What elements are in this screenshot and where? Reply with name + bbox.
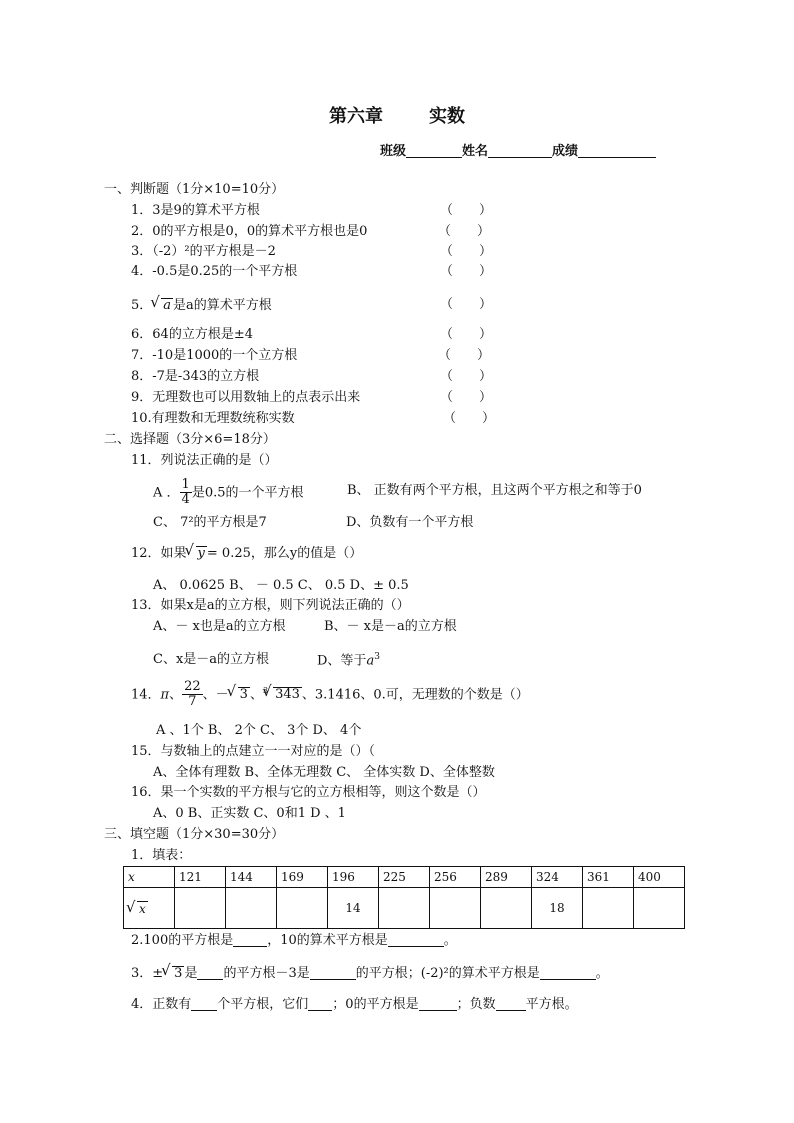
fill-q3: 3．±√ 3 是 的平方根－3是 的平方根；(-2)²的算术平方根是 。: [131, 966, 609, 980]
s1-item-6-paren[interactable]: （ ）: [440, 327, 493, 342]
page-title: [0, 108, 794, 126]
fill-q4: 4．正数有 个平方根，它们 ；0的平方根是 ；负数 平方根。: [131, 997, 578, 1012]
table-answer-cell[interactable]: [634, 888, 685, 929]
sqrt-symbol: √ x: [128, 901, 148, 916]
s1-item-9: 9．无理数也可以用数轴上的点表示出来: [131, 390, 361, 405]
s1-item-1: 1．3是9的算术平方根: [131, 203, 260, 218]
s1-item-4-paren[interactable]: （ ）: [440, 264, 493, 279]
table-cell: 121: [175, 867, 226, 888]
table-answer-cell[interactable]: [583, 888, 634, 929]
q14-options[interactable]: A 、1个 B、 2个 C、 3个 D、 4个: [156, 723, 362, 738]
s1-item-10: 10.有理数和无理数统称实数: [131, 411, 295, 426]
q13-stem: 13．如果x是a的立方根，则下列说法正确的（）: [131, 598, 410, 613]
q14-stem: 14．π、 $\frac{22}{7}$ 、－√ 3 、$^3$√ 343 、3.1416、0.可，无理数的个数是（）: [131, 680, 529, 710]
answer-blank[interactable]: [419, 998, 457, 1011]
name-label: 姓名: [462, 144, 489, 159]
s1-item-5: 5．√ a 是a的算术平方根: [131, 298, 272, 312]
s1-item-4: 4．-0.5是0.25的一个平方根: [131, 264, 298, 279]
q13-option-d[interactable]: D、等于$a^3$: [317, 652, 380, 669]
q13-option-a[interactable]: A、－ x也是a的立方根: [153, 619, 286, 634]
answer-blank[interactable]: [233, 934, 267, 947]
table-header-x: x: [124, 867, 175, 888]
title-name: 实数: [429, 106, 465, 127]
s1-item-8-paren[interactable]: （ ）: [440, 369, 493, 384]
q13-option-c[interactable]: C、x是－a的立方根: [153, 652, 270, 667]
q12-options[interactable]: A、 0.0625 B、 － 0.5 C、 0.5 D、± 0.5: [153, 578, 409, 593]
sqrt-symbol: √ 3: [229, 687, 250, 701]
q15-stem: 15．与数轴上的点建立一一对应的是（）（: [131, 744, 376, 759]
table-cell: 225: [379, 867, 430, 888]
s1-item-2-paren[interactable]: （ ）: [438, 224, 491, 239]
answer-blank[interactable]: [308, 998, 332, 1011]
table-answer-cell[interactable]: [277, 888, 328, 929]
square-root-table: [123, 866, 685, 929]
table-answer-cell[interactable]: [226, 888, 277, 929]
table-title: 1．填表：: [131, 848, 192, 863]
fraction-one-quarter: $\frac{1}{4}$: [181, 477, 190, 508]
answer-blank[interactable]: [197, 967, 223, 980]
student-info-line: [380, 145, 656, 158]
table-answer-cell[interactable]: 18: [532, 888, 583, 929]
table-header-sqrt-x: [124, 888, 175, 929]
q13-option-b[interactable]: B、－ x是－a的立方根: [324, 619, 457, 634]
class-label: 班级: [380, 144, 407, 159]
table-cell: 400: [634, 867, 685, 888]
section3-heading: 三、填空题（1分×30=30分）: [104, 827, 285, 842]
q11-option-a[interactable]: A ． $\frac{1}{4}$ 是0.5的一个平方根: [153, 477, 304, 508]
sqrt-symbol: √ y: [187, 546, 207, 560]
q11-stem: 11．列说法正确的是（）: [131, 453, 278, 468]
fill-q2: 2.100的平方根是 ，10的算术平方根是 。: [131, 933, 457, 948]
q11-option-c[interactable]: C、 7²的平方根是7: [153, 515, 267, 530]
table-answer-cell[interactable]: [175, 888, 226, 929]
q11-option-d[interactable]: D、负数有一个平方根: [346, 515, 474, 530]
s1-item-1-paren[interactable]: （ ）: [440, 203, 493, 218]
cube-root-symbol: √ 343: [264, 687, 302, 701]
s1-item-8: 8．-7是-343的立方根: [131, 369, 260, 384]
table-cell: 144: [226, 867, 277, 888]
answer-blank[interactable]: [191, 998, 217, 1011]
section1-heading: 一、判断题（1分×10=10分）: [104, 182, 285, 197]
answer-blank[interactable]: [310, 967, 356, 980]
table-cell: 289: [481, 867, 532, 888]
q16-stem: 16．果一个实数的平方根与它的立方根相等，则这个数是（）: [131, 785, 486, 800]
answer-blank[interactable]: [388, 934, 444, 947]
s1-item-5-paren[interactable]: （ ）: [440, 297, 493, 312]
score-field[interactable]: [578, 145, 656, 158]
score-label: 成绩: [552, 144, 579, 159]
answer-blank[interactable]: [540, 967, 596, 980]
sqrt-symbol: √ 3: [163, 966, 184, 980]
title-chapter: 第六章: [329, 106, 383, 127]
table-cell: 256: [430, 867, 481, 888]
s1-item-3-paren[interactable]: （ ）: [440, 244, 493, 259]
q12-stem: 12．如果√ y = 0.25，那么y的值是（）: [131, 546, 362, 560]
s1-item-6: 6．64的立方根是±4: [131, 327, 253, 342]
s1-item-2: 2．0的平方根是0，0的算术平方根也是0: [131, 224, 368, 239]
table-answer-cell[interactable]: 14: [328, 888, 379, 929]
table-answer-cell[interactable]: [379, 888, 430, 929]
s1-item-7-paren[interactable]: （ ）: [438, 348, 491, 363]
table-answer-cell[interactable]: [430, 888, 481, 929]
table-row: [124, 888, 685, 929]
table-answer-cell[interactable]: [481, 888, 532, 929]
q11-option-b[interactable]: B、 正数有两个平方根，且这两个平方根之和等于0: [347, 483, 642, 498]
table-row: [124, 867, 685, 888]
table-cell: 324: [532, 867, 583, 888]
table-cell: 361: [583, 867, 634, 888]
s1-item-3: 3．（-2）²的平方根是－2: [131, 244, 276, 259]
s1-item-10-paren[interactable]: （ ）: [443, 411, 496, 426]
s1-item-9-paren[interactable]: （ ）: [440, 390, 493, 405]
fraction-22-7: $\frac{22}{7}$: [184, 679, 201, 710]
table-cell: 196: [328, 867, 379, 888]
name-field[interactable]: [488, 145, 552, 158]
table-cell: 169: [277, 867, 328, 888]
q15-options[interactable]: A、全体有理数 B、全体无理数 C、 全体实数 D、全体整数: [153, 765, 495, 780]
sqrt-symbol: √ a: [152, 298, 173, 312]
answer-blank[interactable]: [496, 998, 526, 1011]
q16-options[interactable]: A、0 B、正实数 C、0和1 D 、1: [153, 806, 346, 821]
s1-item-7: 7．-10是1000的一个立方根: [131, 348, 298, 363]
class-field[interactable]: [406, 145, 462, 158]
section2-heading: 二、选择题（3分×6=18分）: [104, 432, 276, 447]
